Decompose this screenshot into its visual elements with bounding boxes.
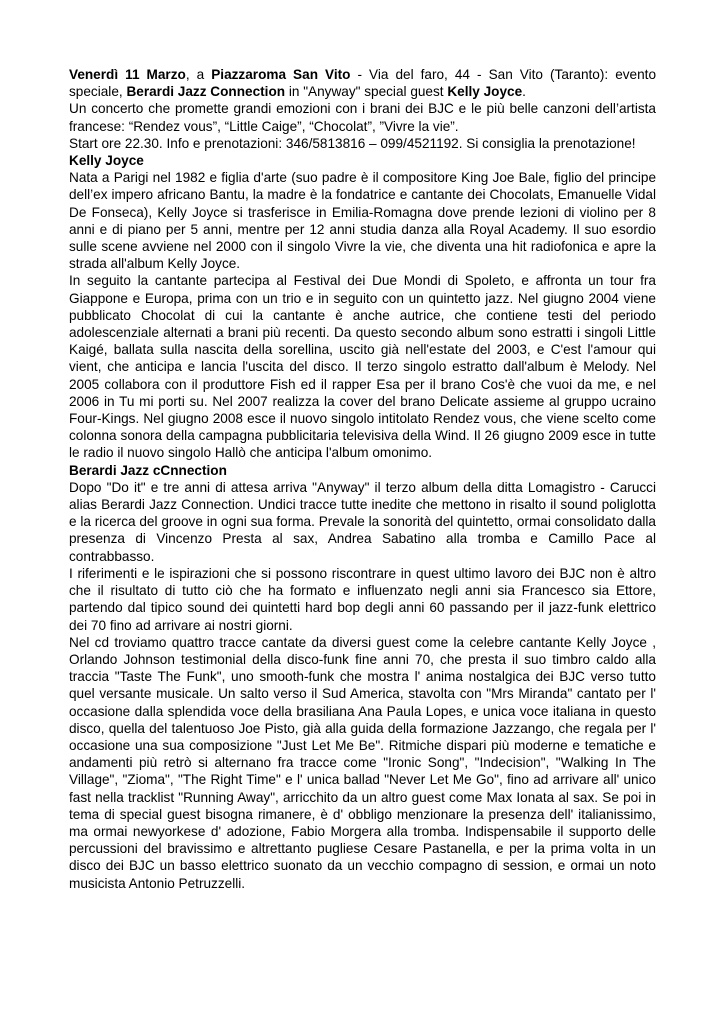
event-mid: in "Anyway" special guest <box>285 84 448 100</box>
bjc-paragraph-3: Nel cd troviamo quattro tracce cantate da diversi guest come la celebre cantante Kelly Joyce , Orlando Johnson testimonial della disco-funk fine anni 70, che presta il suo timbro caldo alla traccia "Taste The Funk", uno smooth-funk che mostra l' anima nostalgica dei BJC verso tutto quel versante musicale. Un salto verso il Sud America, stavolta con "Mrs Miranda" cantato per l' occasione dalla splendida voce della brasiliana Ana Paula Lopes, e unica voce italiana in questo disco, quella del talentuoso Joe Pisto, già alla guida della formazione Jazzango, che regala per l' occasione una sua composizione "Just Let Me Be". Ritmiche dispari più moderne e tematiche e andamenti più retrò si alternano fra tracce come "Ironic Song", "Indecision", "Walking In The Village", "Zioma", "The Right Time" e l' unica ballad "Never Let Me Go", fino ad arrivare all' unico fast nella tracklist "Running Away", arricchito da un altro guest come Max Ionata al sax. Se poi in tema di special guest bisogna rimanere, è d' obbligo menzionare la presenza dell' italianissimo, ma ormai newyorkese d' adozione, Fabio Morgera alla tromba. Indispensabile il supporto delle percussioni del bravissimo e altrettanto pugliese Cesare Pastanella, e per la prima volta in un disco dei BJC un basso elettrico suonato da un vecchio compagno di session, e ormai un noto musicista Antonio Petruzzelli. <box>69 634 656 891</box>
event-sep: , a <box>185 67 212 82</box>
bjc-paragraph-1: Dopo "Do it" e tre anni di attesa arriva "Anyway" il terzo album della ditta Lomagistro - Carucci alias Berardi Jazz Connection. Undici tracce tutte inedite che mettono in risalto il sound poliglotta e la ricerca del groove in ogni sua forma. Prevale la sonorità del quintetto, ormai consolidato dalla presenza di Vincenzo Presta al sax, Andrea Sabatino alla tromba e Camillo Pace al contrabbasso. <box>69 479 656 564</box>
kelly-paragraph-2: In seguito la cantante partecipa al Festival dei Due Mondi di Spoleto, e affronta un tour fra Giappone e Europa, prima con un trio e in seguito con un quintetto jazz. Nel giugno 2004 viene pubblicato Chocolat di cui la cantante è anche autrice, che contiene testi del periodo adolescenziale alternati a brani più recenti. Da questo secondo album sono estratti i singoli Little Kaigé, ballata sulla nascita della sorellina, uscito già nell'estate del 2003, e C'est l'amour qui vient, che anticipa e lancia l'uscita del disco. Il terzo singolo estratto dall'album è Melody. Nel 2005 collabora con il produttore Fish ed il rapper Esa per il brano Cos'è che vuoi da me, e nel 2006 in Tu mi porti su. Nel 2007 realizza la cover del brano Delicate assieme al gruppo ucraino Four-Kings. Nel giugno 2008 esce il nuovo singolo intitolato Rendez vous, che viene scelto come colonna sonora della campagna pubblicitaria televisiva della Wind. Il 26 giugno 2009 esce in tutte le radio il nuovo singolo Hallò che anticipa l'album omonimo. <box>69 273 656 461</box>
bjc-paragraph-2: I riferimenti e le ispirazioni che si possono riscontrare in quest ultimo lavoro dei BJC non è altro che il risultato di tutto ciò che ha formato e influenzato negli anni sia Francesco sia Ettore, partendo dal tipico sound dei quintetti hard bop degli anni 60 passando per il jazz-funk elettrico dei 70 fino ad arrivare ai nostri giorni. <box>69 565 656 633</box>
event-guest: Kelly Joyce <box>447 84 523 100</box>
bjc-heading: Berardi Jazz cCnnection <box>69 462 227 478</box>
info-paragraph: Start ore 22.30. Info e prenotazioni: 346/5813816 – 099/4521192. Si consiglia la prenotazione! <box>69 135 636 151</box>
event-announcement <box>69 66 656 100</box>
event-venue: Piazzaroma San Vito <box>211 67 351 82</box>
event-end: . <box>522 84 526 100</box>
event-date: Venerdì 11 Marzo <box>69 67 186 82</box>
event-address: - Via del faro, 44 - San Vito (Taranto): evento speciale, <box>69 67 657 100</box>
event-band: Berardi Jazz Connection <box>126 84 286 100</box>
intro-paragraph: Un concerto che promette grandi emozioni con i brani dei BJC e le più belle canzoni dell’artista francese: “Rendez vous”, “Little Caige”, “Chocolat”, ”Vivre la vie”. <box>69 101 656 134</box>
kelly-heading: Kelly Joyce <box>69 153 144 169</box>
kelly-paragraph-1: Nata a Parigi nel 1982 e figlia d'arte (suo padre è il compositore King Joe Bale, figlio del principe dell’ex impero africano Bantu, la madre è la fondatrice e cantante dei Chocolats, Emanuelle Vidal De Fonseca), Kelly Joyce si trasferisce in Emilia-Romagna dove prende lezioni di violino per 8 anni e di piano per 5 anni, mentre per 12 anni studia danza alla Royal Academy. Il suo esordio sulle scene avviene nel 2000 con il singolo Vivre la vie, che diventa una hit radiofonica e apre la strada all'album Kelly Joyce. <box>69 170 656 272</box>
